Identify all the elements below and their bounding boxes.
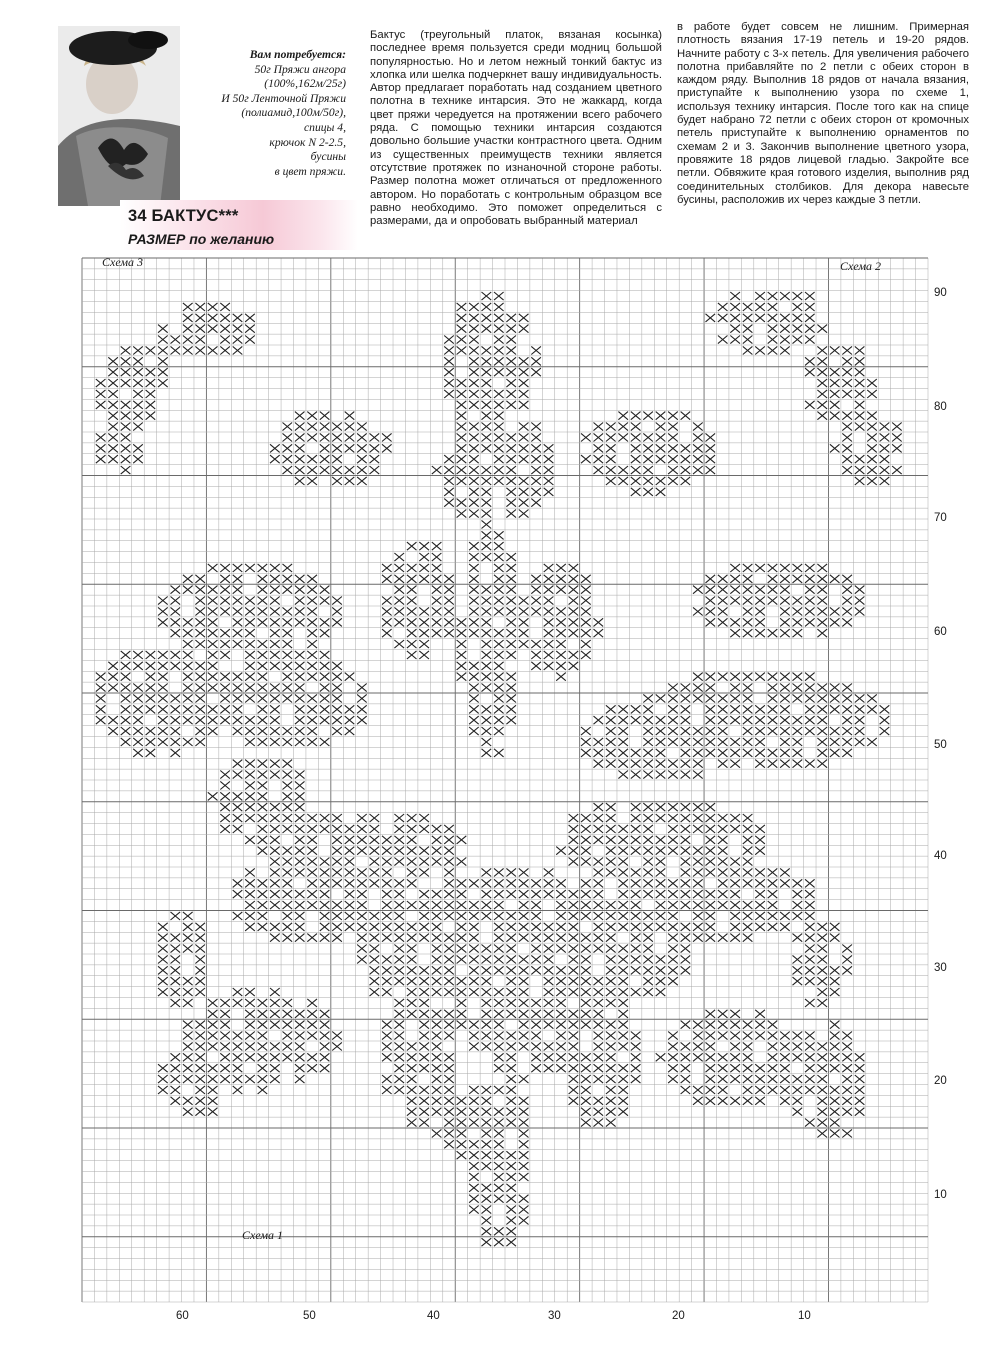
scheme-2-label: Схема 2 bbox=[840, 259, 882, 273]
materials-line: (полиамид,100м/50г), bbox=[241, 106, 346, 120]
materials-line: спицы 4, bbox=[304, 120, 346, 134]
scheme-1-label: Схема 1 bbox=[242, 1228, 284, 1242]
materials-line: И 50г Ленточной Пряжи bbox=[221, 91, 346, 105]
col-label: 40 bbox=[427, 1310, 440, 1322]
col-label: 20 bbox=[672, 1310, 685, 1322]
row-label: 70 bbox=[934, 512, 947, 524]
text-column-2: в работе будет совсем не лишним. Примерная плотность вязания 17-19 петель и 19-20 рядов. Начните работу с 3-х петель. Для увеличения рабочего полотна прибавляйте по 2 петли с обеих сторон в каждом ряду. Выполнив 18 рядов от начала вязания, приступайте к выполнению узора по схеме 1, используя технику интарсия. После того как на спице будет набрано 72 петли с обеих сторон от кромочных петель приступайте к выполнению орнаментов по схемам 2 и 3. Закончив выполнение цветного узора, провяжите 18 рядов лицевой гладью. Закройте все петли. Обвяжите края готового изделия, выполнив ряд соединительных столбиков. Для декора навесьте бусины, расположив их через каждые 3 петли. bbox=[677, 21, 969, 206]
materials-line: бусины bbox=[310, 150, 346, 164]
page-title: 34 БАКТУС*** bbox=[128, 207, 239, 225]
col-label: 10 bbox=[798, 1310, 811, 1322]
col-label: 30 bbox=[548, 1310, 561, 1322]
materials-line: 50г Пряжи ангора bbox=[254, 62, 346, 76]
row-label: 20 bbox=[934, 1075, 947, 1087]
row-label: 40 bbox=[934, 850, 947, 862]
row-label: 80 bbox=[934, 401, 947, 413]
row-label: 90 bbox=[934, 287, 947, 299]
text-column-1: Бактус (треугольный платок, вязаная косынка) последнее время пользуется среди модниц большой популярностью. Но и летом нежный тонкий бактус из хлопка или шелка подчеркнет вашу индивидуальность. Автор предлагает поработать над созданием цветного полотна в технике интарсия. Это не жаккард, когда цвет пряжи чередуется на протяжении всего рабочего ряда. С помощью техники интарсия создаются довольно большие участки контрастного цвета. Одним из существенных преимуществ техники является отсутствие протяжек по изнаночной стороне работы. Размер полотна может отличаться от предложенного автором. Но поработать с контрольным образцом все равно необходимо. Это поможет определиться с размерами, да и опробовать выбранный материал bbox=[370, 29, 662, 228]
col-label: 60 bbox=[176, 1310, 189, 1322]
materials-heading: Вам потребуется: bbox=[249, 48, 346, 61]
scheme-3-label: Схема 3 bbox=[102, 255, 144, 269]
row-label: 60 bbox=[934, 626, 947, 638]
col-label: 50 bbox=[303, 1310, 316, 1322]
row-label: 10 bbox=[934, 1189, 947, 1201]
materials-line: (100%,162м/25г) bbox=[264, 77, 346, 91]
materials-line: крючок N 2-2.5, bbox=[269, 135, 346, 149]
row-label: 50 bbox=[934, 739, 947, 751]
row-label: 30 bbox=[934, 962, 947, 974]
materials-line: в цвет пряжи. bbox=[274, 164, 346, 178]
page-subtitle: РАЗМЕР по желанию bbox=[128, 231, 275, 247]
chart-grid bbox=[82, 258, 928, 1302]
